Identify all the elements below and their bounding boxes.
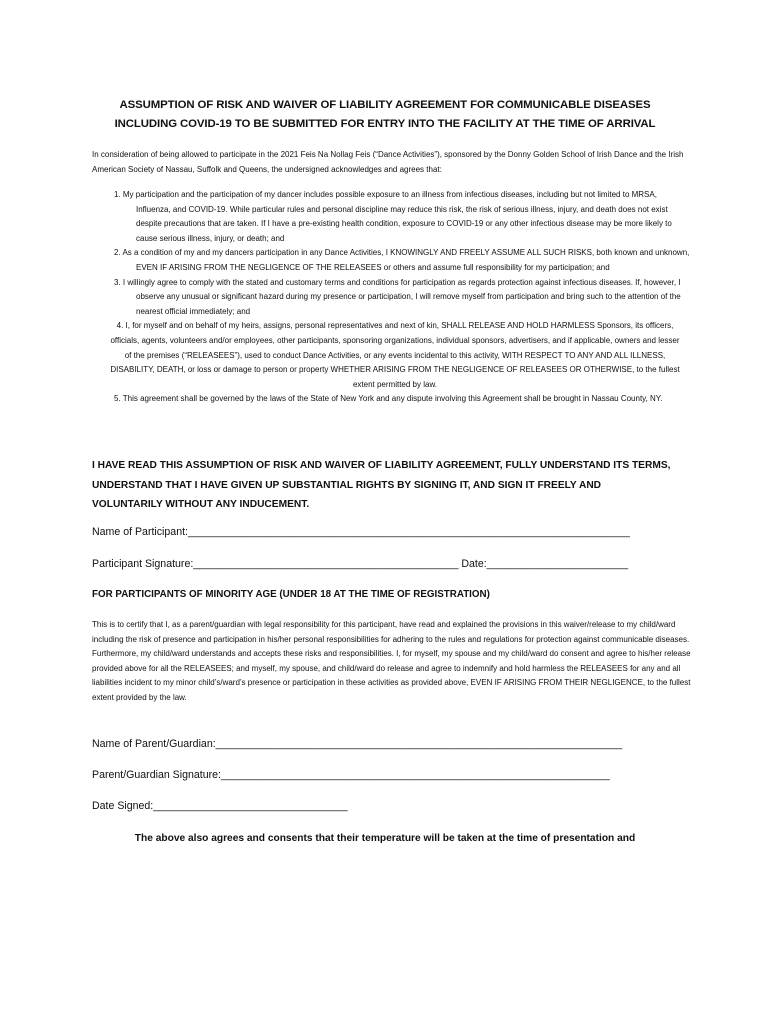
title-line-1: ASSUMPTION OF RISK AND WAIVER OF LIABILITY AGREEMENT FOR COMMUNICABLE DISEASES (119, 99, 651, 111)
term-3: 3. I willingly agree to comply with the stated and customary terms and conditions for participation as regards protection against infectious diseases. If, however, I observe any unusual or significant hazard during my presence or participation, I will remove myself from participation and bring such to the attention of the nearest official immediately; and (114, 277, 681, 316)
term-1: 1. My participation and the participation of my dancer includes possible exposure to an illness from infectious diseases, including but not limited to MRSA, Influenza, and COVID-19. While particular rules and personal discipline may reduce this risk, the risk of serious illness, injury, and death does not exist despite precautions that are taken. If I have a pre-existing health condition, exposure to COVID-19 or any other infectious disease may be more likely to cause serious illness, injury, or death; and (114, 190, 672, 243)
participant-signature-field[interactable]: Participant Signature:_____________________________________________ Date:________________________ (92, 558, 629, 570)
intro-paragraph: In consideration of being allowed to participate in the 2021 Feis Na Nollag Feis (“Dance Activities”), sponsored by the Donny Golden School of Irish Dance and the Irish American Society of Nassau, Suffolk and Queens, the undersigned acknowledges and agrees that: (92, 150, 684, 174)
participant-name-field[interactable]: Name of Participant:___________________________________________________________________________ (92, 526, 630, 538)
guardian-signature-field[interactable]: Parent/Guardian Signature:__________________________________________________________________ (92, 769, 610, 781)
minor-section-heading: FOR PARTICIPANTS OF MINORITY AGE (UNDER 18 AT THE TIME OF REGISTRATION) (92, 589, 490, 600)
document-title (60, 96, 710, 134)
guardian-name-field[interactable]: Name of Parent/Guardian:_____________________________________________________________________ (92, 738, 623, 750)
term-4: 4. I, for myself and on behalf of my heirs, assigns, personal representatives and next of kin, SHALL RELEASE AND HOLD HARMLESS Sponsors, its officers, officials, agents, volunteers and/or employees, other participants, sponsoring organizations, individual sponsors, advertisers, and if applicable, owners and lesser of the premises (“RELEASEES”), used to conduct Dance Activities, or any events incidental to this activity, WITH RESPECT TO ANY AND ALL ILLNESS, DISABILITY, DEATH, or loss or damage to person or property WHETHER ARISING FROM THE NEGLIGENCE OF RELEASEES OR OTHERWISE, to the fullest extent permitted by law. (110, 321, 680, 389)
temperature-consent-text: The above also agrees and consents that their temperature will be taken at the time of presentation and (134, 833, 636, 844)
minor-section-body: This is to certify that I, as a parent/guardian with legal responsibility for this participant, have read and explained the provisions in this waiver/release to my child/ward including the risk of presence and participation in his/her personal responsibilities for adhering to the rules and regulations for protection against communicable diseases. Furthermore, my child/ward understands and accepts these risks and responsibilities. I, for myself, my spouse and my child/ward do consent and agree to his/her release provided above for all the RELEASEES; and myself, my spouse, and child/ward do release and agree to indemnify and hold harmless the RELEASEES for any and all liabilities incident to my minor child’s/ward’s presence or participation in these activities as provided above, EVEN IF ARISING FROM THEIR NEGLIGENCE, to the fullest extent provided by the law. (92, 620, 691, 702)
date-signed-field[interactable]: Date Signed:_________________________________ (92, 800, 348, 812)
acknowledgement-statement: I HAVE READ THIS ASSUMPTION OF RISK AND WAIVER OF LIABILITY AGREEMENT, FULLY UNDERSTAND ITS TERMS, UNDERSTAND THAT I HAVE GIVEN UP SUBSTANTIAL RIGHTS BY SIGNING IT, AND SIGN IT FREELY AND VOLUNTARILY WITHOUT ANY INDUCEMENT. (92, 460, 671, 510)
terms-list (92, 188, 692, 407)
term-5: 5. This agreement shall be governed by the laws of the State of New York and any dispute involving this Agreement shall be brought in Nassau County, NY. (114, 394, 663, 404)
term-2: 2. As a condition of my and my dancers participation in any Dance Activities, I KNOWINGLY AND FREELY ASSUME ALL SUCH RISKS, both known and unknown, EVEN IF ARISING FROM THE NEGLIGENCE OF THE RELEASEES or others and assume full responsibility for my participation; and (114, 248, 690, 272)
title-line-2: INCLUDING COVID-19 TO BE SUBMITTED FOR ENTRY INTO THE FACILITY AT THE TIME OF ARRIVAL (114, 118, 656, 130)
